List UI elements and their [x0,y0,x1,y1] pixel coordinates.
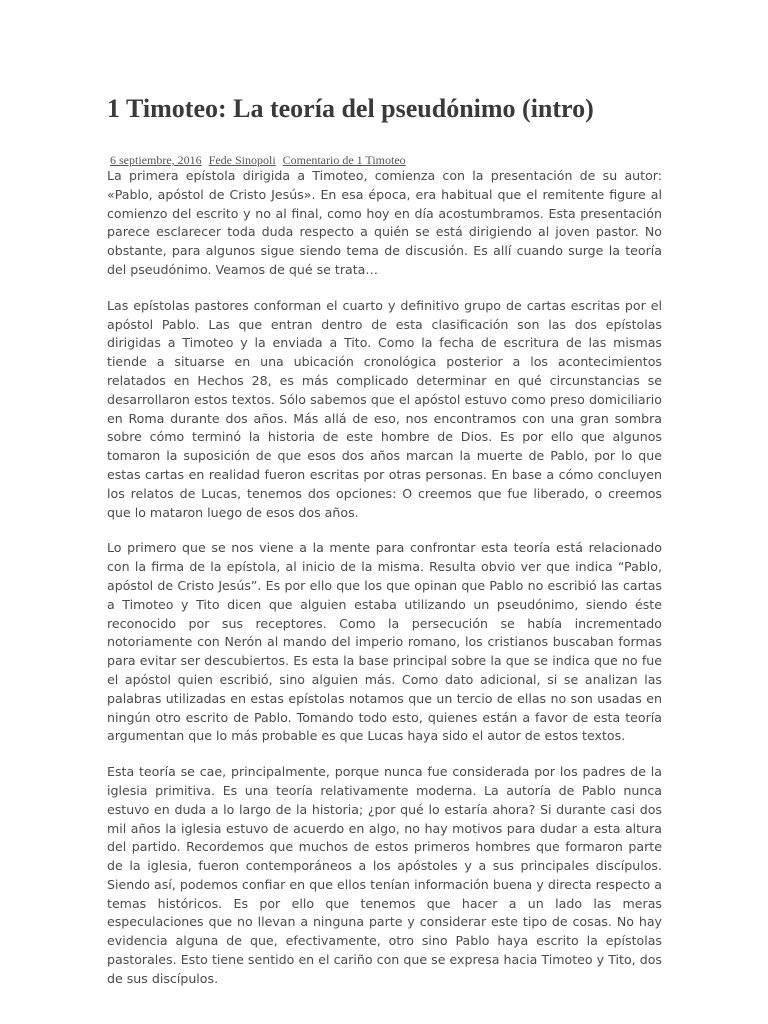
paragraph: Lo primero que se nos viene a la mente para confrontar esta teoría está relacionado con la firma de la epístola, al inicio de la misma. Resulta obvio ver que indica “Pablo, apóstol de Cristo Jesús”. Es por ello que los que opinan que Pablo no escribió las cartas a Timoteo y Tito dicen que alguien estaba utilizando un pseudónimo, siendo éste reconocido por sus receptores. Como la persecución se había incrementado notoriamente con Nerón al mando del imperio romano, los cristianos buscaban formas para evitar ser descubiertos. Es esta la base principal sobre la que se indica que no fue el apóstol quien escribió, sino alguien más. Como dato adicional, si se analizan las palabras utilizadas en estas epístolas notamos que un tercio de ellas no son usadas en ningún otro escrito de Pablo. Tomando todo esto, quienes están a favor de esta teoría argumentan que lo más probable es que Lucas haya sido el autor de estos textos. [107,540,662,744]
article-meta [110,152,410,168]
author-link[interactable]: Fede Sinopoli [208,153,276,167]
article-title: 1 Timoteo: La teoría del pseudónimo (intro) [107,94,594,123]
paragraph: Esta teoría se cae, principalmente, porque nunca fue considerada por los padres de la iglesia primitiva. Es una teoría relativamente moderna. La autoría de Pablo nunca estuvo en duda a lo largo de la historia; ¿por qué lo estaría ahora? Si durante casi dos mil años la iglesia estuvo de acuerdo en algo, no hay motivos para dudar a esta altura del partido. Recordemos que muchos de estos primeros hombres que formaron parte de la iglesia, fueron contemporáneos a los apóstoles y a sus principales discípulos. Siendo así, podemos confiar en que ellos tenían información buena y directa respecto a temas históricos. Es por ello que tenemos que hacer a un lado las meras especulaciones que no llevan a ninguna parte y considerar este tipo de cosas. No hay evidencia alguna de que, efectivamente, otro sino Pablo haya escrito la epístolas pastorales. Esto tiene sentido en el cariño con que se expresa hacia Timoteo y Tito, dos de sus discípulos. [107,764,662,986]
category-link[interactable]: Comentario de 1 Timoteo [282,153,406,167]
paragraph: La primera epístola dirigida a Timoteo, comienza con la presentación de su autor: «Pablo, apóstol de Cristo Jesús». En esa época, era habitual que el remitente figure al comienzo del escrito y no al final, como hoy en día acostumbramos. Esta presentación parece esclarecer toda duda respecto a quién se está dirigiendo al joven pastor. No obstante, para algunos sigue siendo tema de discusión. Es allí cuando surge la teoría del pseudónimo. Veamos de qué se trata… [107,168,662,277]
paragraph: Las epístolas pastores conforman el cuarto y definitivo grupo de cartas escritas por el apóstol Pablo. Las que entran dentro de esta clasificación son las dos epístolas dirigidas a Timoteo y la enviada a Tito. Como la fecha de escritura de las mismas tiende a situarse en una ubicación cronológica posterior a los acontecimientos relatados en Hechos 28, es más complicado determinar en qué circunstancias se desarrollaron estos textos. Sólo sabemos que el apóstol estuvo como preso domiciliario en Roma durante dos años. Más allá de eso, nos encontramos con una gran sombra sobre cómo terminó la historia de este hombre de Dios. Es por ello que algunos tomaron la suposición de que esos dos años marcan la muerte de Pablo, por lo que estas cartas en realidad fueron escritas por otras personas. En base a cómo concluyen los relatos de Lucas, tenemos dos opciones: O creemos que fue liberado, o creemos que lo mataron luego de esos dos años. [107,297,662,520]
post-date-link[interactable]: 6 septiembre, 2016 [110,153,202,167]
article-body [107,167,662,1006]
